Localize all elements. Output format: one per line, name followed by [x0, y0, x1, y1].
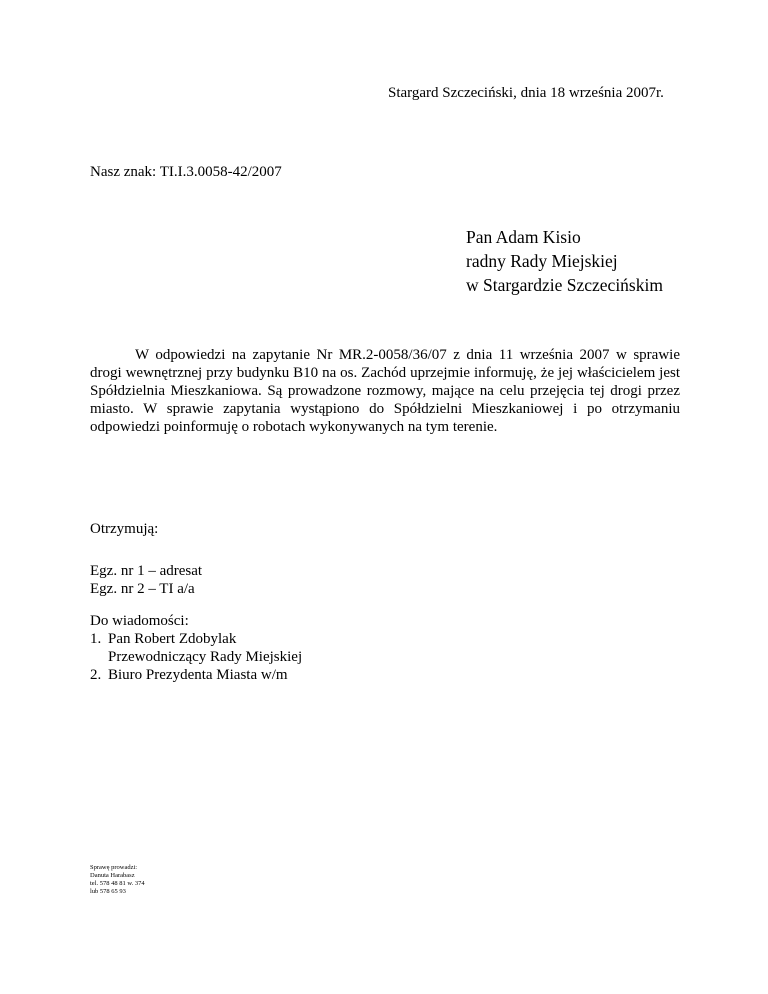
body-paragraph: W odpowiedzi na zapytanie Nr MR.2-0058/36/07 z dnia 11 września 2007 w sprawie drogi wewnętrznej przy budynku B10 na os. Zachód uprzejmie informuję, że jej właścicielem jest Spółdzielnia Mieszkaniowa. Są prowadzone rozmowy, mające na celu przejęcia tej drogi przez miasto. W sprawie zapytania wystąpiono do Spółdzielni Mieszkaniowej i po otrzymaniu odpowiedzi poinformuję o robotach wykonywanych na tym terenie.: [90, 347, 680, 435]
info-item-name: Pan Robert Zdobylak: [108, 631, 237, 647]
info-item-role: Przewodniczący Rady Miejskiej: [108, 649, 303, 665]
handler-phone-alt: lub 578 65 93: [90, 888, 126, 895]
recipient-title: radny Rady Miejskiej: [466, 251, 618, 271]
copy-item: Egz. nr 1 – adresat: [90, 563, 203, 579]
info-item-name: Biuro Prezydenta Miasta w/m: [108, 667, 288, 683]
reference-number: Nasz znak: TI.I.3.0058-42/2007: [90, 164, 282, 180]
info-heading: Do wiadomości:: [90, 613, 189, 629]
handler-label: Sprawę prowadzi:: [90, 864, 138, 871]
copy-item: Egz. nr 2 – TI a/a: [90, 581, 195, 597]
info-item-number: 1.: [90, 631, 102, 647]
handler-phone: tel. 578 48 81 w. 374: [90, 880, 145, 887]
info-item-number: 2.: [90, 667, 102, 683]
info-item: [90, 666, 302, 684]
recipient-block: [466, 225, 663, 297]
info-item: [90, 630, 302, 666]
recipient-name: Pan Adam Kisio: [466, 227, 581, 247]
info-list: [90, 630, 302, 684]
place-date: Stargard Szczeciński, dnia 18 września 2007r.: [388, 85, 664, 101]
recipient-location: w Stargardzie Szczecińskim: [466, 275, 663, 295]
receivers-heading: Otrzymują:: [90, 521, 159, 537]
case-handler-block: [90, 864, 145, 896]
handler-name: Danuta Harabasz: [90, 872, 135, 879]
copy-list: [90, 562, 202, 598]
